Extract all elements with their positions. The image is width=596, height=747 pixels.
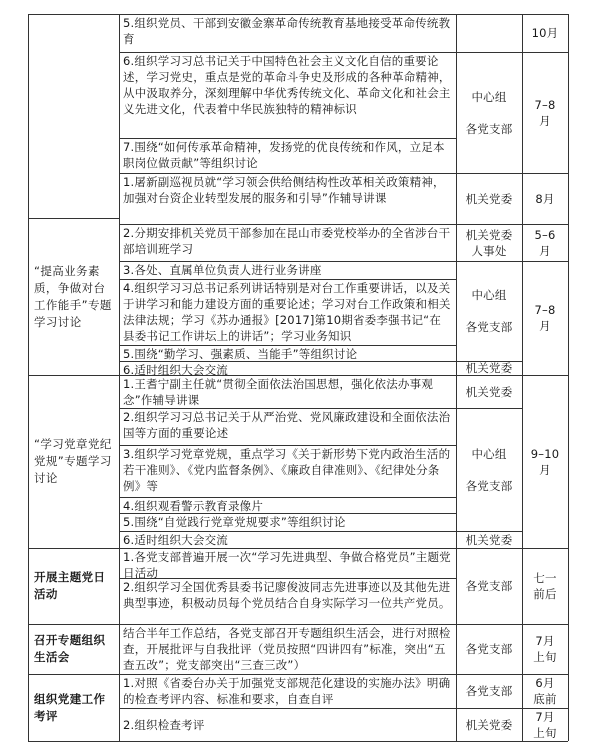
grid-line [28,741,568,742]
time-cell: 6月 底前 [533,676,557,706]
unit-cell: 中心组 各党支部 [465,89,513,136]
unit-cell: 机关党委 [465,384,513,399]
time-cell: 9–10 月 [530,446,560,477]
category-cell: 开展主题党日活动 [34,570,106,601]
item-cell: 6.适时组织大会交流 [123,363,228,375]
unit-cell: 机关党委 [465,361,513,375]
item-cell: 1.屠新副巡视员就“学习领会供给侧结构性改革相关政策精神，加强对台资企业转型发展的服务和引导”作辅导讲课 [123,175,445,205]
item-cell: 5.围绕“自觉践行党章党规要求”等组织讨论 [123,515,346,529]
time-cell: 7–8 月 [534,303,556,333]
item-cell: 3.组织学习党章党规，重点学习《关于新形势下党内政治生活的若干准则》、《党内监督条例》、《廉政自律准则》、《纪律处分条例》等 [123,447,451,493]
category-cell: 组织党建工作考评 [34,691,106,723]
item-cell: 2.组织检查考评 [123,718,205,732]
item-cell: 6.组织学习习总书记关于中国特色社会主义文化自信的重要论述，学习党史，重点是党的革命斗争史及形成的各种革命精神，从中汲取养分，深刻理解中华优秀传统文化、革命文化和社会主义先进文化，代表着中华民族独特的精神标识 [123,54,451,116]
item-cell: 4.组织学习习总书记系列讲话特别是对台工作重要讲话，以及关于讲学习和能力建设方面的重要论述；学习对台工作政策和相关法律法规；学习《苏办通报》[2017]第10期省委李强书记“在县委书记工作讲坛上的讲话”；学习业务知识 [123,281,451,343]
time-cell: 7月 上旬 [533,634,557,664]
unit-cell: 机关党委 [465,191,513,206]
item-cell: 6.适时组织大会交流 [123,533,228,547]
unit-cell: 各党支部 [465,684,513,698]
item-cell: 3.各处、直属单位负责人进行业务讲座 [123,263,322,277]
category-cell: “提高业务素质，争做对台工作能手”专题学习讨论 [34,263,112,329]
item-cell: 2.组织学习习总书记关于从严治党、党风廉政建设和全面依法治国等方面的重要论述 [123,410,451,440]
time-cell: 7月 上旬 [533,709,557,740]
unit-cell [456,14,522,52]
grid-line [568,14,569,741]
time-cell: 七一 前后 [533,571,557,601]
item-cell: 2.组织学习全国优秀县委书记廖俊波同志先进事迹以及其他先进典型事迹，积极动员每个党员结合自身实际学习一位共产党员。 [123,580,451,610]
item-cell: 1.各党支部普遍开展一次“学习先进典型、争做合格党员”主题党日活动 [123,550,451,578]
unit-cell: 机关党委 人事处 [465,227,513,258]
time-cell: 10月 [531,26,559,40]
time-cell: 8月 [535,191,555,206]
unit-cell: 中心组 各党支部 [465,288,513,334]
item-cell: 7.围绕“如何传承革命精神，发扬党的优良传统和作风，立足本职岗位做贡献”等组织讨论 [123,140,445,170]
item-cell: 2.分期安排机关党员干部参加在昆山市委党校举办的全省涉台干部培训班学习 [123,226,451,256]
item-cell: 5.组织党员、干部到安徽金寨革命传统教育基地接受革命传统教育 [123,16,451,46]
unit-cell: 机关党委 [465,532,513,547]
unit-cell: 各党支部 [465,579,513,593]
category-cell: 召开专题组织生活会 [34,633,106,664]
category-cell: “学习党章党纪党规”专题学习讨论 [34,437,112,485]
item-cell: 结合半年工作总结，各党支部召开专题组织生活会，进行对照检查，开展批评与自我批评（党员按照“四讲四有”标准，突出“五查五改”；党支部突出“三查三改”） [123,626,451,672]
item-cell: 5.围绕“勤学习、强素质、当能手”等组织讨论 [123,347,358,361]
time-cell: 5–6 月 [534,227,556,258]
unit-cell: 中心组 各党支部 [465,446,513,493]
item-cell: 1.王耆宁副主任就“贯彻全面依法治国思想，强化依法办事观念”作辅导讲课 [123,377,434,407]
unit-cell: 机关党委 [465,717,513,732]
time-cell: 7–8 月 [534,97,556,128]
item-cell: 1.对照《省委台办关于加强党支部规范化建设的实施办法》明确的检查考评内容、标准和要求，自查自评 [123,676,451,706]
item-cell: 4.组织观看警示教育录像片 [123,499,264,513]
unit-cell: 各党支部 [465,642,513,656]
